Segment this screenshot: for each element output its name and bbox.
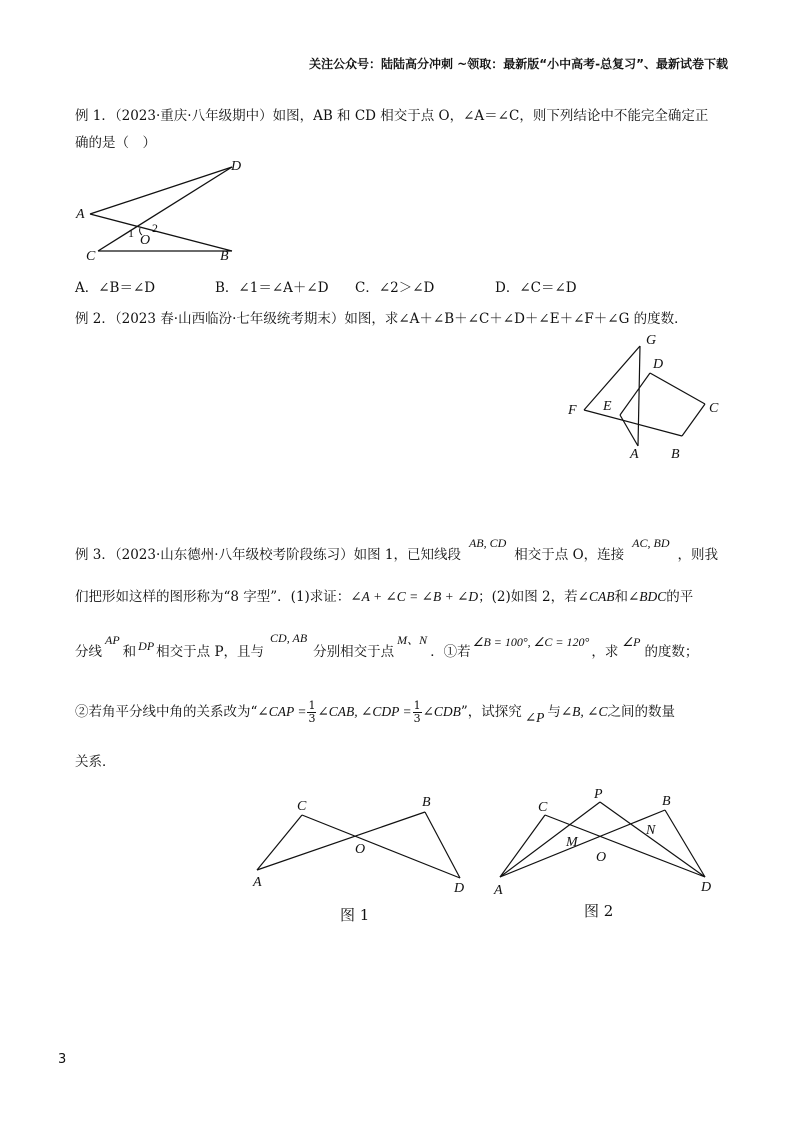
label-A: A	[253, 875, 262, 890]
label-B: B	[422, 795, 431, 810]
label-O: O	[355, 842, 366, 857]
label-E: E	[603, 399, 612, 414]
label-A: A	[494, 883, 503, 898]
ex3-line4: ②若角平分线中角的关系改为“∠CAP = $\frac{1}{3}$ ∠CAB, ∠CDP = $\frac{1}{3}$ ∠CDB”，试探究 ∠P 与∠B, ∠C之间的数量	[75, 699, 675, 725]
ex3-line1: 例 3．（2023·山东德州·八年级校考阶段练习）如图 1，已知线段AB, CD相交于点 O，连接AC, BD，则我	[75, 536, 718, 563]
label-F: F	[568, 403, 577, 418]
label-C: C	[538, 800, 548, 815]
ex1-line2: 确的是（ ）	[75, 135, 156, 151]
page-number: 3	[58, 1052, 67, 1067]
label-P: P	[594, 787, 603, 802]
label-D: D	[701, 880, 712, 895]
segment-CD	[98, 167, 232, 251]
label-O: O	[140, 233, 151, 248]
ex1-option-a: A．∠B＝∠D	[75, 280, 156, 296]
label-C: C	[86, 249, 96, 264]
label-2: 2	[152, 221, 158, 235]
label-O: O	[596, 850, 607, 865]
label-D: D	[653, 357, 664, 372]
ex2-line1: 例 2．（2023 春·山西临汾·七年级统考期末）如图，求∠A＋∠B＋∠C＋∠D＋∠E＋∠F＋∠G 的度数．	[75, 311, 688, 327]
ex1-figure	[60, 150, 260, 265]
label-1: 1	[128, 226, 134, 240]
ex3-figure-2	[490, 780, 730, 920]
ex3-line3: 分线AP和 DP 相交于点 P，且与CD, AB分别相交于点M、N．①若∠B = 100°, ∠C = 120°，求∠P的度数；	[75, 631, 699, 660]
ex3-seg2: AC, BD	[632, 536, 670, 550]
ex3-seg1: AB, CD	[468, 536, 507, 550]
label-B: B	[662, 794, 671, 809]
label-A: A	[630, 447, 639, 462]
label-M: M	[566, 835, 578, 850]
label-D: D	[454, 881, 465, 896]
segment-AB	[90, 214, 232, 251]
ex2-figure	[560, 328, 730, 463]
ex3-line5: 关系．	[75, 754, 116, 770]
label-G: G	[646, 333, 657, 348]
label-B: B	[671, 447, 680, 462]
label-B: B	[220, 249, 229, 264]
label-D: D	[231, 159, 242, 174]
ex1-option-c: C．∠2＞∠D	[355, 280, 435, 296]
label-C: C	[709, 401, 719, 416]
ex3-figure-1	[245, 790, 485, 930]
label-C: C	[297, 799, 307, 814]
ex1-option-b: B．∠1＝∠A＋∠D	[215, 280, 329, 296]
label-A: A	[76, 207, 85, 222]
label-N: N	[646, 823, 656, 838]
ex1-option-d: D．∠C＝∠D	[495, 280, 577, 296]
ex1-line1: 例 1．（2023·重庆·八年级期中）如图，AB 和 CD 相交于点 O，∠A＝∠C，则下列结论中不能完全确定正	[75, 108, 709, 124]
figure-2-caption: 图 2	[584, 902, 614, 920]
segment-AD	[90, 167, 232, 214]
figure-1-caption: 图 1	[340, 906, 370, 924]
page-header: 关注公众号：陆陆高分冲刺 ~领取：最新版“小中高考-总复习”、最新试卷下载	[309, 57, 728, 71]
ex3-line2: 们把形如这样的图形称为“8 字型”．(1)求证：∠A + ∠C = ∠B + ∠D；(2)如图 2，若∠CAB和∠BDC的平	[75, 589, 694, 605]
